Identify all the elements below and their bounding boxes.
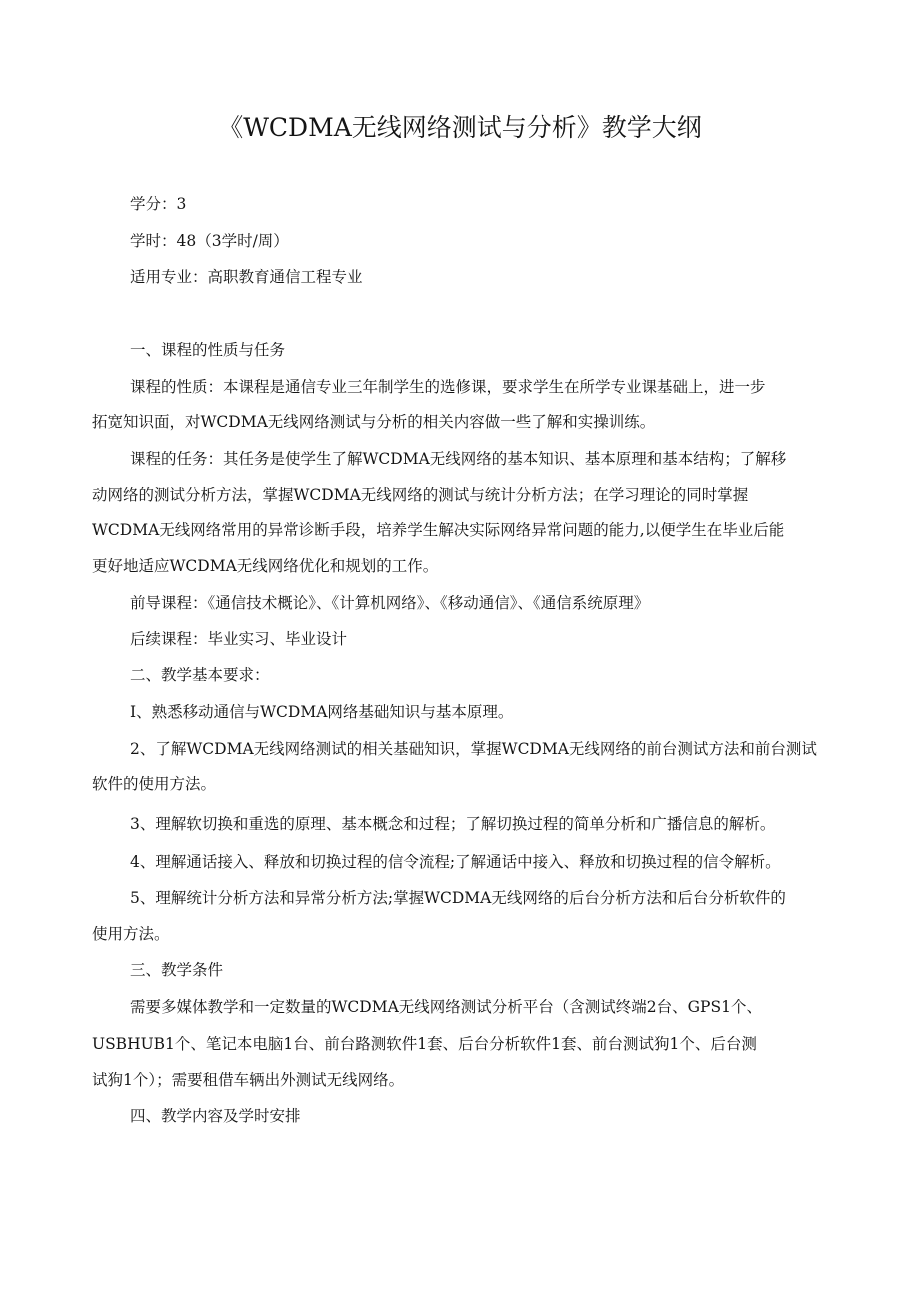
task-paragraph-line: WCDMA无线网络常用的异常诊断手段，培养学生解决实际网络异常问题的能力,以便学生在毕业后能 [92,521,785,539]
task-paragraph-line: 课程的任务：其任务是使学生了解WCDMA无线网络的基本知识、基本原理和基本结构；了解移 [130,450,787,468]
document-title: 《WCDMA无线网络测试与分析》教学大纲 [218,113,702,142]
requirement-item: 2、了解WCDMA无线网络测试的相关基础知识，掌握WCDMA无线网络的前台测试方法和前台测试 [130,740,817,758]
conditions-paragraph-line: USBHUB1个、笔记本电脑1台、前台路测软件1套、后台分析软件1套、前台测试狗1个、后台测 [92,1035,757,1053]
prerequisites-line: 前导课程：《通信技术概论》、《计算机网络》、《移动通信》、《通信系统原理》 [130,594,650,612]
requirement-item: 4、理解通话接入、释放和切换过程的信令流程;了解通话中接入、释放和切换过程的信令解析。 [130,853,781,871]
requirement-item: 使用方法。 [92,925,170,943]
hours-line: 学时：48（3学时/周） [130,232,289,250]
major-line: 适用专业：高职教育通信工程专业 [130,268,363,286]
section-heading-2: 二、教学基本要求： [130,666,270,684]
conditions-paragraph-line: 需要多媒体教学和一定数量的WCDMA无线网络测试分析平台（含测试终端2台、GPS1个、 [130,998,762,1016]
nature-paragraph-line: 拓宽知识面，对WCDMA无线网络测试与分析的相关内容做一些了解和实操训练。 [92,413,656,431]
requirement-item: 5、理解统计分析方法和异常分析方法;掌握WCDMA无线网络的后台分析方法和后台分析软件的 [130,889,786,907]
task-paragraph-line: 更好地适应WCDMA无线网络优化和规划的工作。 [92,557,439,575]
conditions-paragraph-line: 试狗1个）；需要租借车辆出外测试无线网络。 [92,1071,405,1089]
task-paragraph-line: 动网络的测试分析方法，掌握WCDMA无线网络的测试与统计分析方法；在学习理论的同时掌握 [92,486,749,504]
requirement-item: 3、理解软切换和重选的原理、基本概念和过程；了解切换过程的简单分析和广播信息的解析。 [130,815,776,833]
nature-paragraph-line: 课程的性质：本课程是通信专业三年制学生的选修课，要求学生在所学专业课基础上，进一步 [130,378,766,396]
section-heading-4: 四、教学内容及学时安排 [130,1107,301,1125]
requirement-item: 软件的使用方法。 [92,775,217,793]
requirement-item: I、熟悉移动通信与WCDMA网络基础知识与基本原理。 [130,703,514,721]
section-heading-1: 一、课程的性质与任务 [130,341,286,359]
followups-line: 后续课程：毕业实习、毕业设计 [130,630,348,648]
credits-line: 学分：3 [130,195,187,213]
section-heading-3: 三、教学条件 [130,961,224,979]
